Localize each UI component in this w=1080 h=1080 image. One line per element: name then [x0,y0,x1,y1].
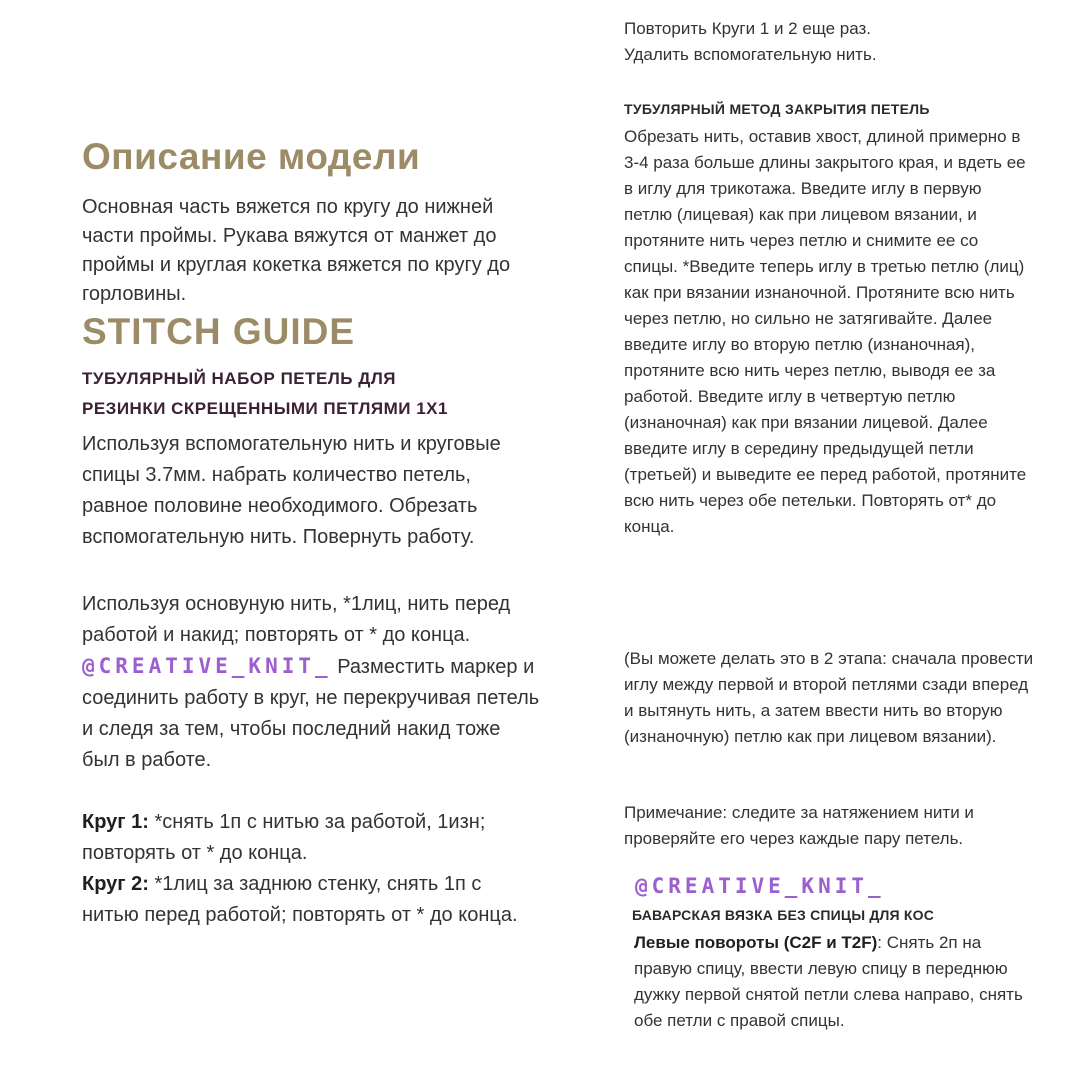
round-2-text: *1лиц за заднюю стенку, снять 1п с нитью перед работой; повторять от * до конца. [82,873,518,926]
bind-off-heading: ТУБУЛЯРНЫЙ МЕТОД ЗАКРЫТИЯ ПЕТЕЛЬ [624,101,930,117]
round-1-label: Круг 1: [82,811,149,833]
cast-on-paragraph-2-end: Разместить маркер и соединить работу в круг, не перекручивая петель и следя за тем, чтобы последний накид тоже был в работе. [82,656,540,771]
creative-knit-handle-right: @CREATIVE_KNIT_ [635,874,885,898]
cast-on-heading-line2: РЕЗИНКИ СКРЕЩЕННЫМИ ПЕТЛЯМИ 1Х1 [82,399,448,418]
round-1-instruction [82,807,542,869]
cast-on-paragraph-2-start: Используя основуную нить, *1лиц, нить перед работой и накид; повторять от * до конца. [82,593,511,646]
creative-knit-handle-left: @CREATIVE_KNIT_ [82,654,332,678]
cable-instruction [634,930,1024,1034]
model-description-text: Основная часть вяжется по кругу до нижней части проймы. Рукава вяжутся от манжет до проймы и круглая кокетка вяжется по кругу до горловины. [82,196,511,305]
model-description-heading: Описание модели [82,136,421,177]
repeat-line-2: Удалить вспомогательную нить. [624,45,877,64]
cable-heading: БАВАРСКАЯ ВЯЗКА БЕЗ СПИЦЫ ДЛЯ КОС [632,907,935,923]
repeat-line-1: Повторить Круги 1 и 2 еще раз. [624,19,872,38]
stitch-guide-heading: STITCH GUIDE [82,311,356,352]
bind-off-text: Обрезать нить, оставив хвост, длиной примерно в 3-4 раза больше длины закрытого края, и вдеть ее в иглу для трикотажа. Введите иглу в первую петлю (лицевая) как при лицевом вязании, и протяните нить через петлю и снимите ее со спицы. *Введите теперь иглу в третью петлю (лиц) как при вязании изнаночной. Протяните всю нить через петлю, но сильно не затягивайте. Далее введите иглу во вторую петлю (изнаночная), протяните всю нить через петлю, выводя ее за работой. Введите иглу в четвертую петлю (изнаночная) как при вязании лицевой. Далее введите иглу в середину предыдущей петли (третьей) и выведите ее перед работой, протяните всю нить через обе петельки. Повторять от* до конца. [624,127,1027,536]
bind-off-alternative-text: (Вы можете делать это в 2 этапа: сначала провести иглу между первой и второй петлями сзади вперед и вытянуть нить, а затем ввести нить во вторую (изнаночную) петлю как при лицевом вязании). [624,649,1034,746]
round-2-instruction [82,869,542,931]
cast-on-paragraph-1: Используя вспомогательную нить и круговые спицы 3.7мм. набрать количество петель, равное половине необходимого. Обрезать вспомогательную нить. Повернуть работу. [82,433,501,548]
cast-on-heading-line1: ТУБУЛЯРНЫЙ НАБОР ПЕТЕЛЬ ДЛЯ [82,369,396,388]
tension-note: Примечание: следите за натяжением нити и проверяйте его через каждые пару петель. [624,803,974,848]
round-1-text: *снять 1п с нитью за работой, 1изн; повторять от * до конца. [82,811,486,864]
cast-on-paragraph-2 [82,589,542,776]
cable-label: Левые повороты (C2F и T2F) [634,933,878,952]
repeat-instructions [624,16,1034,68]
round-2-label: Круг 2: [82,873,149,895]
cable-text: : Снять 2п на правую спицу, ввести левую спицу в переднюю дужку первой снятой петли слева направо, снять обе петли с правой спицы. [634,933,1023,1030]
